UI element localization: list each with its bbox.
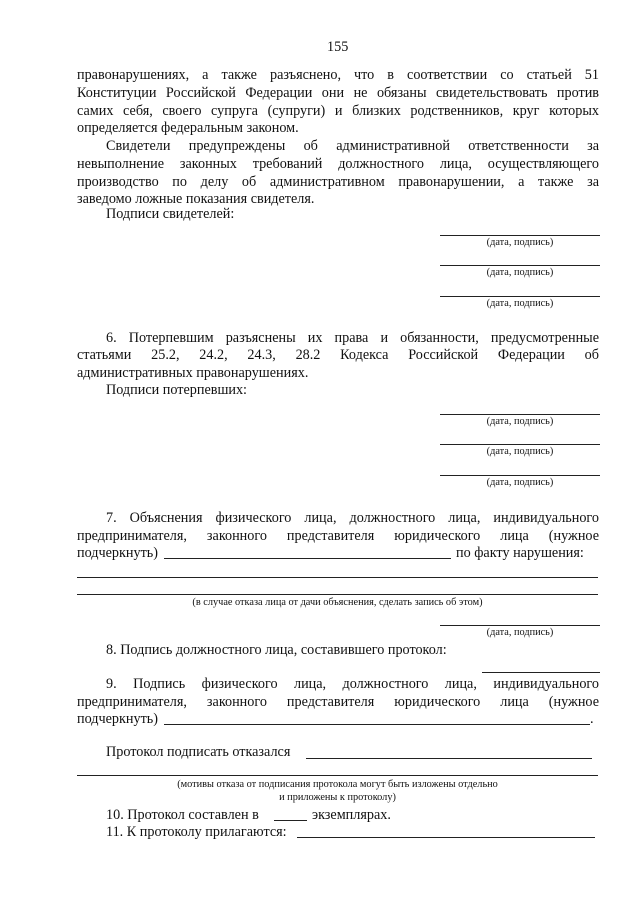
witness-signature-caption-3: (дата, подпись) — [486, 298, 554, 309]
witness-signature-caption-2: (дата, подпись) — [486, 267, 554, 278]
victim-signature-line-2 — [440, 444, 600, 445]
section7-signature-caption: (дата, подпись) — [486, 627, 554, 638]
section11-text: 11. К протоколу прилагаются: — [106, 824, 287, 840]
witness-text-line-3: самих себя, своего супруга (супруги) и близких родственников, круг которых — [77, 103, 599, 119]
section10-text-start: 10. Протокол составлен в — [106, 807, 259, 823]
section8-signature-line[interactable] — [482, 672, 600, 673]
victim-signatures-label: Подписи потерпевших: — [106, 382, 248, 398]
witness-signatures-label: Подписи свидетелей: — [106, 206, 235, 222]
refusal-caption-line-1: (мотивы отказа от подписания протокола могут быть изложены отдельно — [177, 779, 498, 790]
section9-line-3-end: . — [590, 711, 594, 727]
section10-text-end: экземплярах. — [312, 807, 391, 823]
section9-line-3-start: подчеркнуть) — [77, 711, 158, 727]
section7-underline-field[interactable] — [164, 558, 451, 559]
witness-text-line-1: правонарушениях, а также разъяснено, что в соответствии со статьей 51 — [77, 67, 599, 83]
victim-signature-caption-2: (дата, подпись) — [486, 446, 554, 457]
copies-count-field[interactable] — [274, 820, 307, 821]
explanation-line-2[interactable] — [77, 594, 598, 595]
section6-line-2: статьями 25.2, 24.2, 24.3, 28.2 Кодекса Российской Федерации об — [77, 347, 599, 363]
section9-line-2: предпринимателя, законного представителя юридического лица (нужное — [77, 694, 599, 710]
victim-signature-line-1 — [440, 414, 600, 415]
refusal-label: Протокол подписать отказался — [106, 744, 291, 760]
attachments-field[interactable] — [297, 837, 595, 838]
witness-warning-line-2: невыполнение законных требований должностного лица, осуществляющего — [77, 156, 599, 172]
refusal-caption-line-2: и приложены к протоколу) — [279, 792, 396, 803]
witness-signature-line-2 — [440, 265, 600, 266]
section7-signature-line[interactable] — [440, 625, 600, 626]
witness-text-line-2: Конституции Российской Федерации они не обязаны свидетельствовать против — [77, 85, 599, 101]
section7-line-3-end: по факту нарушения: — [456, 545, 584, 561]
section9-line-1: 9. Подпись физического лица, должностного лица, индивидуального — [106, 676, 599, 692]
refusal-line-1[interactable] — [306, 758, 592, 759]
witness-warning-line-1: Свидетели предупреждены об административной ответственности за — [106, 138, 599, 154]
witness-warning-line-3: производство по делу об административном правонарушении, а также за — [77, 174, 599, 190]
witness-text-line-4: определяется федеральным законом. — [77, 120, 299, 136]
section6-line-3: административных правонарушениях. — [77, 365, 309, 381]
page-number: 155 — [327, 39, 349, 55]
section6-line-1: 6. Потерпевшим разъяснены их права и обязанности, предусмотренные — [106, 330, 599, 346]
victim-signature-caption-1: (дата, подпись) — [486, 416, 554, 427]
victim-signature-caption-3: (дата, подпись) — [486, 477, 554, 488]
explanation-refusal-caption: (в случае отказа лица от дачи объяснения, сделать запись об этом) — [192, 597, 483, 608]
witness-signature-caption-1: (дата, подпись) — [486, 237, 554, 248]
explanation-line-1[interactable] — [77, 577, 598, 578]
section7-line-1: 7. Объяснения физического лица, должностного лица, индивидуального — [106, 510, 599, 526]
witness-warning-line-4: заведомо ложные показания свидетеля. — [77, 191, 315, 207]
refusal-line-2[interactable] — [77, 775, 598, 776]
witness-signature-line-1 — [440, 235, 600, 236]
section7-line-2: предпринимателя, законного представителя юридического лица (нужное — [77, 528, 599, 544]
victim-signature-line-3 — [440, 475, 600, 476]
witness-signature-line-3 — [440, 296, 600, 297]
section9-underline-field[interactable] — [164, 724, 590, 725]
section7-line-3-start: подчеркнуть) — [77, 545, 158, 561]
section8-text: 8. Подпись должностного лица, составившего протокол: — [106, 642, 447, 658]
